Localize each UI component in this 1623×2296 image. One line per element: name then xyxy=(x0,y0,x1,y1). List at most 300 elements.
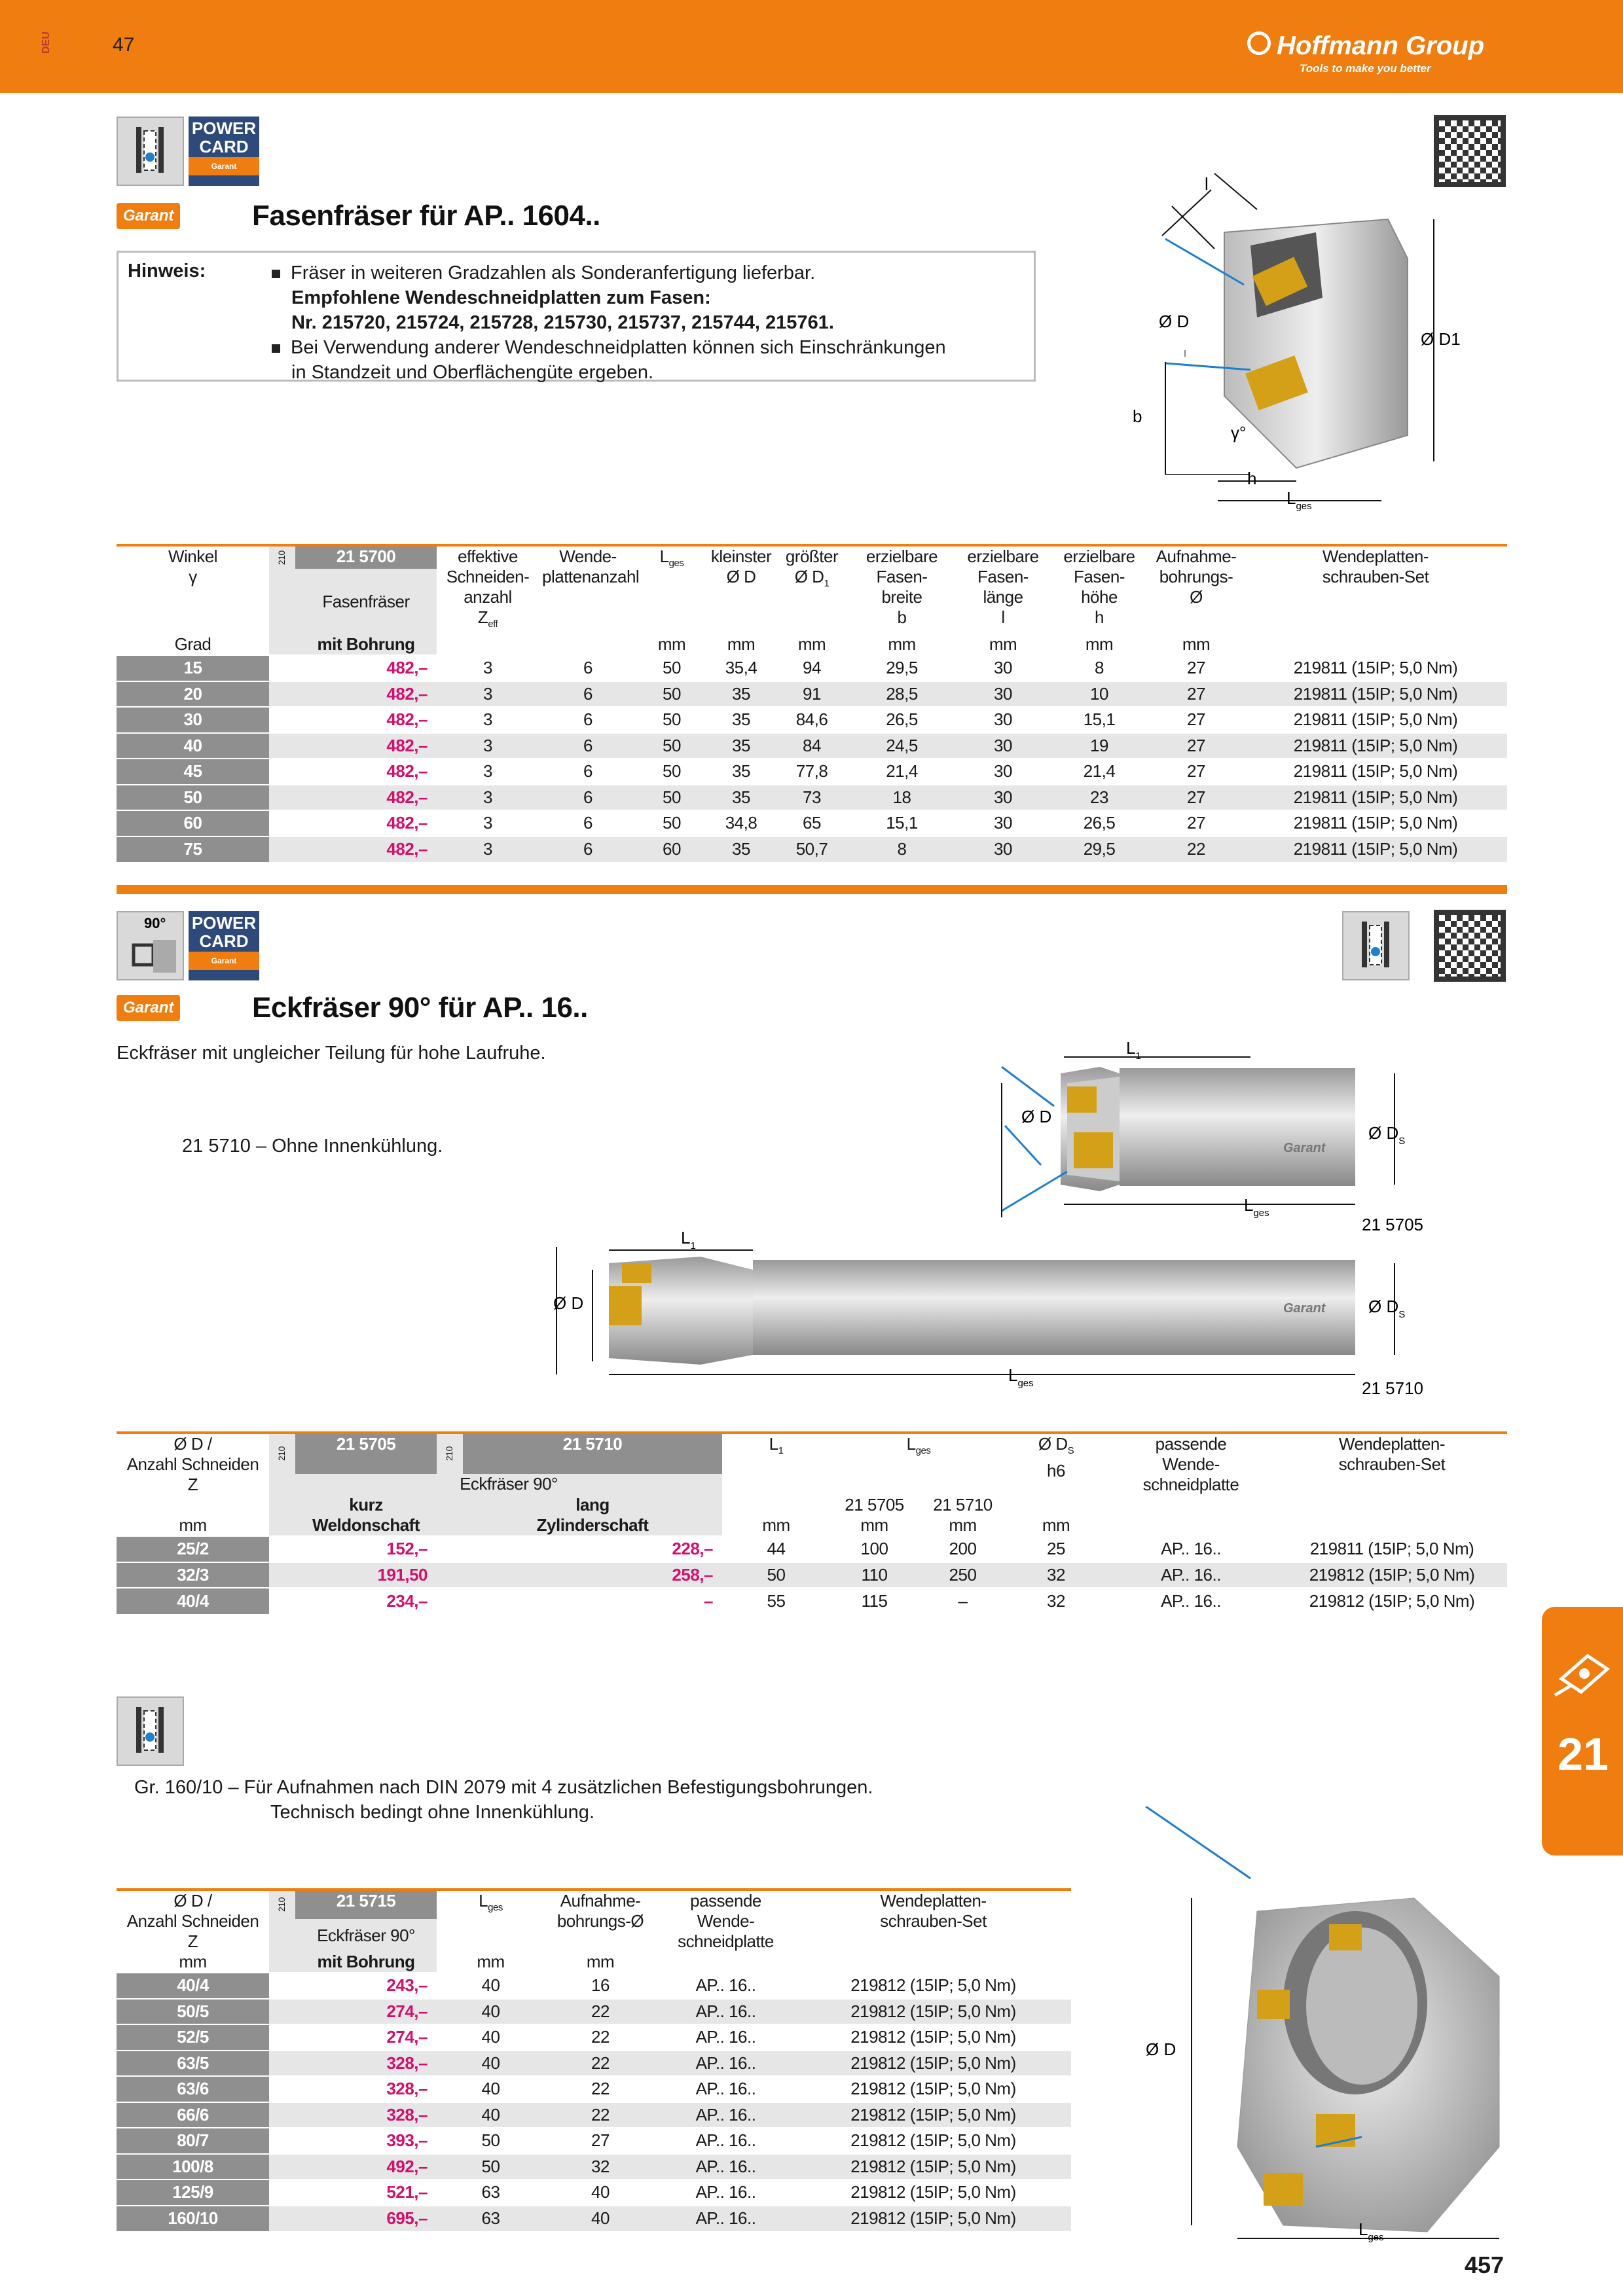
table-cell: 28,5 xyxy=(848,681,956,708)
table-cell: 6 xyxy=(539,655,637,681)
row-label: 30 xyxy=(117,707,269,733)
code-cell xyxy=(269,707,295,733)
table-cell: AP.. 16.. xyxy=(1105,1588,1277,1614)
unit-mm: mm xyxy=(727,634,756,655)
price-cell: 234,– xyxy=(295,1588,437,1614)
unit-mm: mm xyxy=(1085,634,1114,655)
table-cell: 3 xyxy=(437,759,539,785)
code-cell xyxy=(269,759,295,785)
table-cell: 50 xyxy=(637,733,706,759)
table-cell: 219811 (15IP; 5,0 Nm) xyxy=(1244,759,1507,785)
table-cell: 40 xyxy=(437,2102,545,2128)
table-cell: 219811 (15IP; 5,0 Nm) xyxy=(1244,655,1507,681)
table-cell: 65 xyxy=(776,810,848,836)
note-size-160-b: Technisch bedingt ohne Innenkühlung. xyxy=(270,1802,594,1823)
dim-lges: $L_{ges}$ xyxy=(1286,488,1312,512)
table-cell: 40 xyxy=(437,2076,545,2102)
col-gd: Ø $D_1$ xyxy=(794,567,830,590)
col-desc: Fasenfräser xyxy=(295,569,437,634)
table-cell: 30 xyxy=(956,759,1050,785)
row-label: 50/5 xyxy=(117,1999,269,2025)
note-label: Hinweis: xyxy=(128,260,206,281)
internal-cooling-icon xyxy=(1342,911,1410,980)
table-row xyxy=(117,759,1507,785)
table-cell: 219812 (15IP; 5,0 Nm) xyxy=(795,2024,1071,2051)
code-cell xyxy=(437,1536,463,1562)
code-cell xyxy=(269,733,295,759)
table-cell: 35 xyxy=(706,759,776,785)
table-cell: 40 xyxy=(437,2051,545,2077)
table-row xyxy=(117,733,1507,759)
table-row xyxy=(117,2076,1071,2102)
table-cell: AP.. 16.. xyxy=(1105,1562,1277,1588)
table-row xyxy=(117,655,1507,681)
table-row xyxy=(117,2206,1071,2232)
shell-mill-diagram xyxy=(1133,1806,1512,2245)
table-cell: 219812 (15IP; 5,0 Nm) xyxy=(1277,1562,1507,1588)
code-cell xyxy=(269,2102,295,2128)
table-cell: 30 xyxy=(956,810,1050,836)
price-cell: 243,– xyxy=(295,1973,437,1999)
table-cell: 40 xyxy=(437,2024,545,2051)
dim-l1: $L_1$ xyxy=(681,1228,696,1251)
code-cell xyxy=(269,1536,295,1562)
table-cell: 219812 (15IP; 5,0 Nm) xyxy=(795,2076,1071,2102)
milling-insert-icon xyxy=(1542,1620,1623,1731)
table-cell: 3 xyxy=(437,655,539,681)
table-cell: 44 xyxy=(722,1536,830,1562)
table-cell: 50 xyxy=(637,655,706,681)
note-line: Bei Verwendung anderer Wendeschneidplatten können sich Einschränkungen xyxy=(291,337,946,358)
col-anzahl: Anzahl Schneiden xyxy=(126,1454,259,1474)
table-cell: 219812 (15IP; 5,0 Nm) xyxy=(795,2206,1071,2232)
table-cell: 15,1 xyxy=(1050,707,1148,733)
dim-d: Ø D xyxy=(1021,1107,1052,1126)
row-label: 52/5 xyxy=(117,2024,269,2051)
table-cell: 26,5 xyxy=(1050,810,1148,836)
table-cell: 21,4 xyxy=(848,759,956,785)
col-code: 210 xyxy=(269,547,295,569)
table-cell: 50 xyxy=(637,785,706,811)
table-cell: 27 xyxy=(1148,655,1244,681)
table-row xyxy=(117,836,1507,863)
table-cell: 219812 (15IP; 5,0 Nm) xyxy=(795,2154,1071,2180)
table-cell: 219811 (15IP; 5,0 Nm) xyxy=(1244,785,1507,811)
table-cell: 219812 (15IP; 5,0 Nm) xyxy=(795,2179,1071,2206)
table-cell: 30 xyxy=(956,733,1050,759)
col-code: 210 xyxy=(437,1434,463,1474)
row-label: 125/9 xyxy=(117,2179,269,2206)
row-label: 40/4 xyxy=(117,1973,269,1999)
price-cell: 482,– xyxy=(295,655,437,681)
note-line: Empfohlene Wendeschneidplatten zum Fasen: xyxy=(291,287,711,308)
table-cell: 30 xyxy=(956,836,1050,863)
chapter-number: 21 xyxy=(1558,1729,1609,1780)
code-cell xyxy=(269,785,295,811)
table-cell: 35 xyxy=(706,836,776,863)
table-cell: AP.. 16.. xyxy=(1105,1536,1277,1562)
diagram-label-215710: 21 5710 xyxy=(1362,1378,1423,1398)
table-cell: 50 xyxy=(637,759,706,785)
table-cell: 84,6 xyxy=(776,707,848,733)
col-groesster: größter xyxy=(785,547,839,566)
row-label: 75 xyxy=(117,836,269,863)
table-cell: 219811 (15IP; 5,0 Nm) xyxy=(1244,836,1507,863)
dim-h: h xyxy=(1247,469,1257,488)
table-row xyxy=(117,681,1507,708)
row-label: 160/10 xyxy=(117,2206,269,2232)
table-cell: 24,5 xyxy=(848,733,956,759)
power-card-badge: POWER CARD Garant xyxy=(189,117,259,186)
table-cell: 110 xyxy=(830,1562,919,1588)
table-cell: 29,5 xyxy=(848,655,956,681)
table-row xyxy=(117,2154,1071,2180)
brand-tagline: Tools to make you better xyxy=(1300,62,1431,75)
col-kd: Ø D xyxy=(726,567,756,586)
shell-mill-table xyxy=(117,1891,1071,2231)
table-cell: 35 xyxy=(706,733,776,759)
col-gamma: γ xyxy=(189,567,197,586)
col-set: Wendeplatten- schrauben-Set xyxy=(1322,547,1429,586)
table-cell: AP.. 16.. xyxy=(656,2154,795,2180)
endmill-diagram xyxy=(550,1021,1519,1407)
table-cell: 40 xyxy=(545,2206,656,2232)
bullet-icon xyxy=(272,344,280,353)
col-h: h xyxy=(1095,607,1104,627)
table-row xyxy=(117,1536,1507,1562)
garant-logo: Garant xyxy=(117,203,180,229)
unit-mm: mm xyxy=(1042,1515,1070,1535)
table-cell: 50 xyxy=(637,681,706,708)
dim-ds: Ø $D_S$ xyxy=(1368,1123,1406,1147)
dim-d: Ø D xyxy=(553,1293,584,1313)
dim-gamma: γ° xyxy=(1231,423,1247,442)
table-cell: 6 xyxy=(539,707,637,733)
table-cell: 50 xyxy=(722,1562,830,1588)
code-cell xyxy=(269,2076,295,2102)
price-cell: 695,– xyxy=(295,2206,437,2232)
table-cell: 219811 (15IP; 5,0 Nm) xyxy=(1244,733,1507,759)
table-cell: AP.. 16.. xyxy=(656,2128,795,2154)
table-cell: 27 xyxy=(545,2128,656,2154)
table-cell: 29,5 xyxy=(1050,836,1148,863)
price-cell: 191,50 xyxy=(295,1562,437,1588)
table-row xyxy=(117,1999,1071,2025)
col-breite: erzielbare Fasen- breite xyxy=(866,547,938,607)
section-separator xyxy=(117,885,1507,894)
table-cell: 115 xyxy=(830,1588,919,1614)
table-cell: 219811 (15IP; 5,0 Nm) xyxy=(1244,707,1507,733)
col-set: Wendeplatten- schrauben-Set xyxy=(1338,1434,1446,1474)
power-card-badge: POWER CARD Garant xyxy=(189,911,259,980)
code-cell xyxy=(269,655,295,681)
dim-l1: $L_1$ xyxy=(1126,1038,1141,1062)
table-cell: 10 xyxy=(1050,681,1148,708)
table-cell: 27 xyxy=(1148,733,1244,759)
product-title-endmill: Eckfräser 90° für AP.. 16.. xyxy=(252,992,588,1024)
order-number-header: 21 5710 xyxy=(463,1434,722,1474)
col-lges: $L_{ges}$ xyxy=(479,1891,503,1914)
table-row xyxy=(117,2128,1071,2154)
internal-cooling-icon xyxy=(117,1696,184,1766)
table-cell: 3 xyxy=(437,836,539,863)
row-label: 40 xyxy=(117,733,269,759)
order-number-header: 21 5705 xyxy=(295,1434,437,1474)
price-cell: 482,– xyxy=(295,707,437,733)
table-cell: 219812 (15IP; 5,0 Nm) xyxy=(795,1999,1071,2025)
table-cell: 6 xyxy=(539,785,637,811)
col-d: Ø D / xyxy=(173,1891,212,1910)
price-cell: 228,– xyxy=(463,1536,722,1562)
table-cell: 27 xyxy=(1148,785,1244,811)
table-cell: 219811 (15IP; 5,0 Nm) xyxy=(1244,681,1507,708)
table-cell: 6 xyxy=(539,681,637,708)
dim-ds: Ø $D_S$ xyxy=(1368,1297,1406,1320)
col-lges: $L_{ges}$ xyxy=(659,547,684,569)
country-code: DEU xyxy=(41,31,52,54)
table-cell: 22 xyxy=(545,2051,656,2077)
table-cell: AP.. 16.. xyxy=(656,2102,795,2128)
row-label: 66/6 xyxy=(117,2102,269,2128)
table-cell: 219812 (15IP; 5,0 Nm) xyxy=(1277,1588,1507,1614)
table-cell: 8 xyxy=(1050,655,1148,681)
price-cell: 482,– xyxy=(295,810,437,836)
table-cell: 35 xyxy=(706,785,776,811)
table-cell: AP.. 16.. xyxy=(656,2179,795,2206)
unit-mm: mm xyxy=(762,1515,790,1535)
table-cell: 27 xyxy=(1148,810,1244,836)
table-cell: 3 xyxy=(437,707,539,733)
table-cell: 219812 (15IP; 5,0 Nm) xyxy=(795,2102,1071,2128)
row-label: 15 xyxy=(117,655,269,681)
col-winkel: Winkel xyxy=(168,547,217,566)
table-cell: AP.. 16.. xyxy=(656,2024,795,2051)
garant-logo: Garant xyxy=(117,995,180,1021)
table-cell: 219812 (15IP; 5,0 Nm) xyxy=(795,2128,1071,2154)
row-label: 100/8 xyxy=(117,2154,269,2180)
table-cell: 6 xyxy=(539,733,637,759)
row-label: 25/2 xyxy=(117,1536,269,1562)
order-number-header: 21 5715 xyxy=(295,1891,437,1919)
table-row xyxy=(117,2051,1071,2077)
col-anzahl: Anzahl Schneiden xyxy=(126,1911,259,1931)
table-cell: 3 xyxy=(437,810,539,836)
col-set: Wendeplatten- schrauben-Set xyxy=(880,1891,987,1931)
table-cell: 73 xyxy=(776,785,848,811)
unit-mm: mm xyxy=(1182,634,1211,655)
dim-d: Ø D xyxy=(1146,2039,1176,2059)
price-cell: 492,– xyxy=(295,2154,437,2180)
code-cell xyxy=(269,1973,295,1999)
row-label: 32/3 xyxy=(117,1562,269,1588)
col-z: Z xyxy=(187,1931,198,1951)
table-cell: 55 xyxy=(722,1588,830,1614)
table-cell: AP.. 16.. xyxy=(656,1973,795,1999)
dim-lges: $L_{ges}$ xyxy=(1008,1365,1034,1389)
table-cell: 3 xyxy=(437,733,539,759)
col-hoehe: erzielbare Fasen- höhe xyxy=(1063,547,1135,607)
row-label: 40/4 xyxy=(117,1588,269,1614)
table-cell: 35,4 xyxy=(706,655,776,681)
table-cell: 84 xyxy=(776,733,848,759)
col-laenge: erzielbare Fasen- länge xyxy=(967,547,1039,607)
code-cell xyxy=(269,1588,295,1614)
page-number-left: 47 xyxy=(113,34,135,56)
table-row xyxy=(117,1973,1071,1999)
price-cell: 482,– xyxy=(295,836,437,863)
unit-mm: mm xyxy=(657,634,686,655)
table-cell: 22 xyxy=(1148,836,1244,863)
table-cell: 35 xyxy=(706,707,776,733)
product-title-chamfer: Fasenfräser für AP.. 1604.. xyxy=(252,200,600,232)
col-platte: passende Wende- schneidplatte xyxy=(678,1891,774,1951)
dim-d1: Ø D1 xyxy=(1421,329,1461,349)
table-cell: 30 xyxy=(956,655,1050,681)
table-cell: 23 xyxy=(1050,785,1148,811)
col-desc: Eckfräser 90° xyxy=(295,1919,437,1952)
unit-mm: mm xyxy=(797,634,826,655)
unit-mm: mm xyxy=(860,1515,888,1535)
table-cell: – xyxy=(919,1588,1007,1614)
col-z: Z xyxy=(187,1475,198,1494)
col-code: 210 xyxy=(269,1434,295,1474)
col-l: l xyxy=(1001,607,1005,627)
table-cell: 91 xyxy=(776,681,848,708)
table-cell: 27 xyxy=(1148,681,1244,708)
table-cell: 35 xyxy=(706,681,776,708)
price-cell: 328,– xyxy=(295,2102,437,2128)
table-cell: 21,4 xyxy=(1050,759,1148,785)
product-subtitle: Eckfräser mit ungleicher Teilung für hohe Laufruhe. xyxy=(117,1043,546,1064)
table-cell: 30 xyxy=(956,707,1050,733)
dim-lges: $L_{ges}$ xyxy=(1244,1195,1269,1219)
note-line: Nr. 215720, 215724, 215728, 215730, 215737, 215744, 215761. xyxy=(291,312,834,333)
table-cell: 63 xyxy=(437,2179,545,2206)
internal-cooling-icon xyxy=(117,117,184,186)
col-h6: h6 xyxy=(1047,1461,1065,1481)
note-line: in Standzeit und Oberflächengüte ergeben. xyxy=(291,362,654,383)
col-lges-a: 21 5705 xyxy=(845,1495,904,1515)
code-cell xyxy=(269,2128,295,2154)
unit-mm: mm xyxy=(586,1952,615,1971)
table-cell: 200 xyxy=(919,1536,1007,1562)
dim-d: Ø D xyxy=(1159,312,1190,331)
table-cell: AP.. 16.. xyxy=(656,1999,795,2025)
tool-brand-mark: Garant xyxy=(1283,1141,1326,1155)
unit-mm: mm xyxy=(477,1952,505,1971)
col-eff: effektive Schneiden- anzahl xyxy=(446,547,530,607)
note-size-160: Gr. 160/10 – Für Aufnahmen nach DIN 2079 mit 4 zusätzlichen Befestigungsbohrungen. xyxy=(134,1777,873,1798)
table-cell: 16 xyxy=(545,1973,656,1999)
table-cell: 22 xyxy=(545,2102,656,2128)
table-row xyxy=(117,2024,1071,2051)
col-platte: passende Wende- schneidplatte xyxy=(1142,1434,1239,1494)
table-cell: 3 xyxy=(437,681,539,708)
code-cell xyxy=(269,810,295,836)
table-row xyxy=(117,785,1507,811)
price-cell: 521,– xyxy=(295,2179,437,2206)
qr-code-icon[interactable] xyxy=(1434,910,1506,982)
table-cell: 6 xyxy=(539,836,637,863)
table-cell: 100 xyxy=(830,1536,919,1562)
table-cell: 50 xyxy=(637,707,706,733)
table-cell: 60 xyxy=(637,836,706,863)
price-cell: 274,– xyxy=(295,1999,437,2025)
code-cell xyxy=(269,2179,295,2206)
table-cell: 19 xyxy=(1050,733,1148,759)
table-cell: 30 xyxy=(956,785,1050,811)
col-zeff: $Z_{eff}$ xyxy=(477,607,498,630)
table-row xyxy=(117,1588,1507,1614)
table-cell: 26,5 xyxy=(848,707,956,733)
order-number-header: 21 5700 xyxy=(295,547,437,569)
price-cell: 258,– xyxy=(463,1562,722,1588)
table-cell: 6 xyxy=(539,759,637,785)
table-row xyxy=(117,810,1507,836)
table-cell: 27 xyxy=(1148,759,1244,785)
code-cell xyxy=(437,1562,463,1588)
hoffmann-logo-icon xyxy=(1247,31,1271,55)
code-cell xyxy=(269,1562,295,1588)
price-cell: 328,– xyxy=(295,2051,437,2077)
table-cell: 8 xyxy=(848,836,956,863)
unit-mm: mm xyxy=(179,1952,207,1971)
row-label: 63/5 xyxy=(117,2051,269,2077)
table-cell: 15,1 xyxy=(848,810,956,836)
table-cell: 30 xyxy=(956,681,1050,708)
code-cell xyxy=(269,1999,295,2025)
unit-grad: Grad xyxy=(174,634,211,655)
table-cell: 3 xyxy=(437,785,539,811)
note-line: Fräser in weiteren Gradzahlen als Sonderanfertigung lieferbar. xyxy=(291,262,816,283)
table-cell: 219812 (15IP; 5,0 Nm) xyxy=(795,2051,1071,2077)
row-label: 60 xyxy=(117,810,269,836)
price-cell: 328,– xyxy=(295,2076,437,2102)
col-weldon: Weldonschaft xyxy=(295,1515,437,1536)
page-number: 457 xyxy=(1465,2251,1504,2278)
table-cell: AP.. 16.. xyxy=(656,2206,795,2232)
unit-mm: mm xyxy=(949,1515,977,1535)
table-cell: 63 xyxy=(437,2206,545,2232)
row-label: 20 xyxy=(117,681,269,708)
table-cell: 94 xyxy=(776,655,848,681)
table-row xyxy=(117,2102,1071,2128)
table-cell: 50 xyxy=(437,2128,545,2154)
table-cell: 27 xyxy=(1148,707,1244,733)
table-row xyxy=(117,1562,1507,1588)
table-cell: 77,8 xyxy=(776,759,848,785)
row-label: 45 xyxy=(117,759,269,785)
col-b: b xyxy=(897,607,907,627)
table-cell: 25 xyxy=(1007,1536,1105,1562)
code-cell xyxy=(269,836,295,863)
corner-90-icon xyxy=(117,911,184,980)
table-cell: 40 xyxy=(545,2179,656,2206)
price-cell: 393,– xyxy=(295,2128,437,2154)
col-zylinder: Zylinderschaft xyxy=(463,1515,722,1536)
table-cell: 50,7 xyxy=(776,836,848,863)
table-cell: 219811 (15IP; 5,0 Nm) xyxy=(1277,1536,1507,1562)
table-cell: 34,8 xyxy=(706,810,776,836)
col-lang: lang xyxy=(463,1495,722,1515)
price-cell: 482,– xyxy=(295,681,437,708)
col-mit-bohrung: mit Bohrung xyxy=(295,1952,437,1973)
table-cell: 32 xyxy=(545,2154,656,2180)
table-cell: 32 xyxy=(1007,1588,1105,1614)
note-box xyxy=(117,251,1036,382)
col-aufnahme: Aufnahme- bohrungs-Ø xyxy=(556,1891,644,1931)
dim-b: b xyxy=(1133,406,1142,426)
